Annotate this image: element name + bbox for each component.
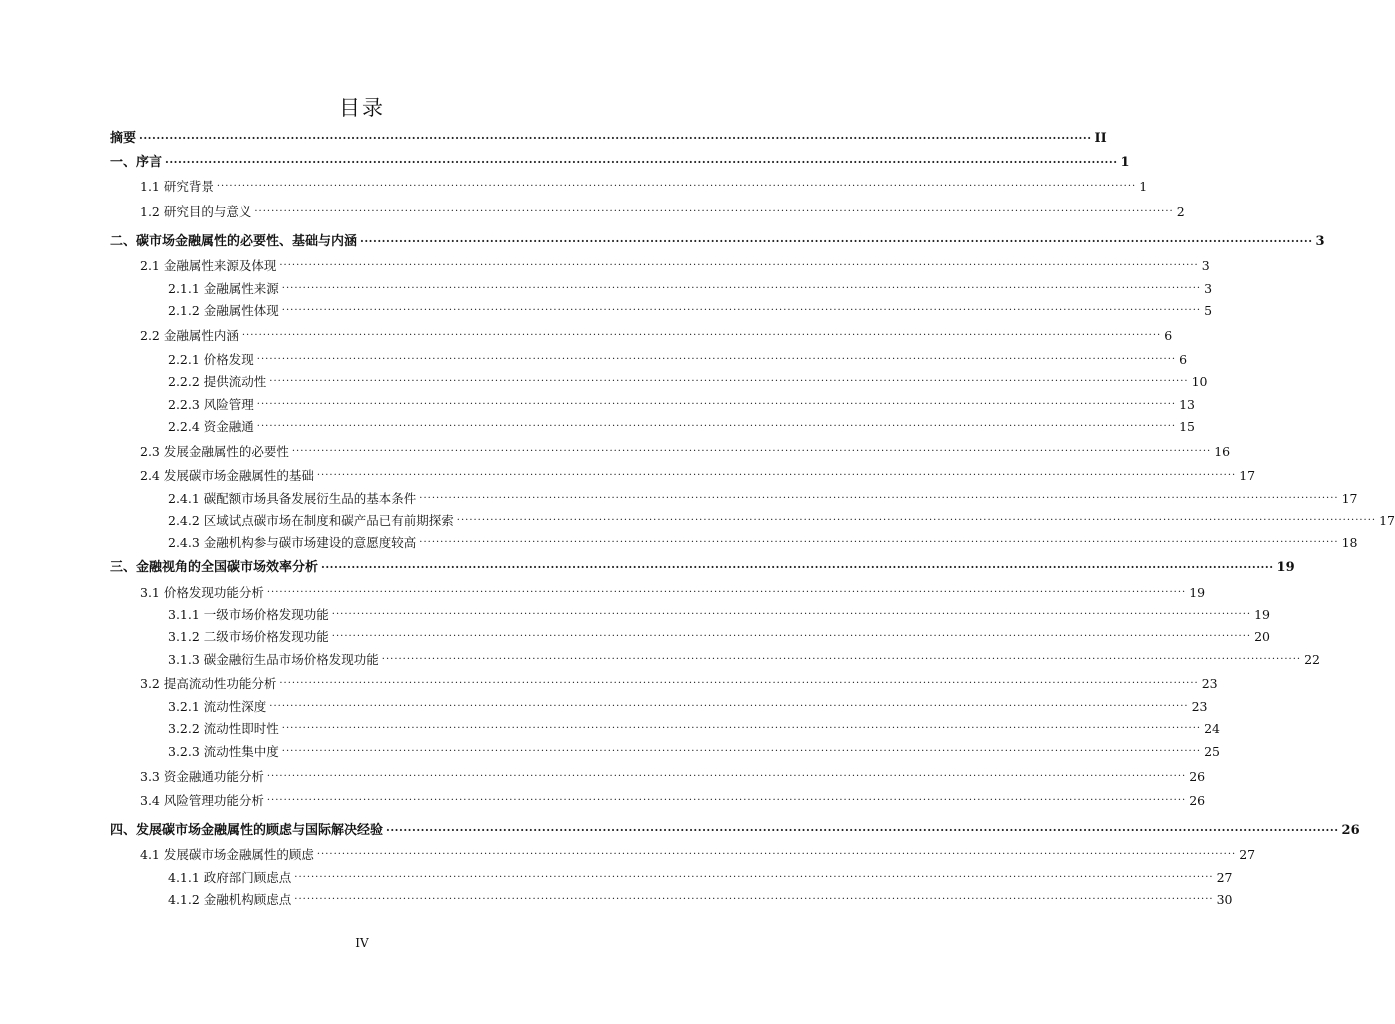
toc-entry[interactable]: [110, 768, 1206, 786]
toc-entry-page: 5: [1204, 303, 1213, 318]
toc-entry-title: 3.2 提高流动性功能分析: [140, 676, 277, 691]
toc-leader-dots: ····························································································································································································································: [269, 701, 1189, 712]
toc-entry[interactable]: [110, 396, 1196, 414]
toc-entry-page: 19: [1189, 585, 1206, 600]
toc-entry-title: 3.1 价格发现功能分析: [140, 585, 264, 600]
toc-entry[interactable]: [110, 822, 1360, 840]
toc-leader-dots: ····························································································································································································································: [256, 421, 1177, 432]
toc-leader-dots: ····························································································································································································································: [281, 723, 1202, 734]
toc-entry-page: 22: [1304, 652, 1321, 667]
toc-leader-dots: ····························································································································································································································: [316, 470, 1237, 481]
toc-leader-dots: ····························································································································································································································: [331, 631, 1252, 642]
toc-entry-page: 30: [1216, 892, 1233, 907]
toc-entry-page: 13: [1179, 397, 1196, 412]
toc-entry[interactable]: [110, 743, 1221, 761]
toc-title: 目录: [339, 96, 385, 120]
toc-entry-page: 3: [1204, 281, 1213, 296]
toc-entry-title: 4.1 发展碳市场金融属性的顾虑: [140, 847, 314, 862]
toc-leader-dots: ····························································································································································································································: [216, 181, 1137, 192]
toc-entry-page: 18: [1341, 535, 1358, 550]
toc-entry-title: 2.4.1 碳配额市场具备发展衍生品的基本条件: [168, 491, 417, 506]
toc-entry-title: 3.1.3 碳金融衍生品市场价格发现功能: [168, 652, 379, 667]
toc-entry-title: 2.2.1 价格发现: [168, 352, 254, 367]
toc-entry[interactable]: [110, 467, 1256, 485]
toc-leader-dots: ····························································································································································································································: [294, 872, 1214, 883]
toc-entry-page: 26: [1189, 793, 1206, 808]
toc-leader-dots: ····························································································································································································································: [360, 235, 1313, 248]
toc-leader-dots: ····························································································································································································································: [386, 824, 1339, 837]
toc-entry-page: 3: [1315, 234, 1325, 249]
toc-entry-page: 27: [1239, 847, 1256, 862]
toc-entry[interactable]: [110, 490, 1358, 508]
toc-entry-page: 26: [1189, 769, 1206, 784]
toc-entry[interactable]: [110, 698, 1208, 716]
toc-leader-dots: ····························································································································································································································: [281, 283, 1202, 294]
toc-entry-title: 2.4.2 区域试点碳市场在制度和碳产品已有前期探索: [168, 513, 454, 528]
toc-entry-title: 2.1.1 金融属性来源: [168, 281, 279, 296]
toc-entry[interactable]: [110, 203, 1185, 221]
toc-entry-title: 4.1.1 政府部门顾虑点: [168, 870, 292, 885]
toc-leader-dots: ····························································································································································································································: [456, 515, 1377, 526]
toc-entry-title: 3.1.2 二级市场价格发现功能: [168, 629, 329, 644]
toc-entry-title: 2.4.3 金融机构参与碳市场建设的意愿度较高: [168, 535, 417, 550]
toc-entry[interactable]: [110, 373, 1208, 391]
toc-entry-title: 二、碳市场金融属性的必要性、基础与内涵: [110, 234, 358, 249]
toc-entry[interactable]: [110, 792, 1206, 810]
toc-entry[interactable]: [110, 302, 1213, 320]
toc-entry[interactable]: [110, 846, 1256, 864]
toc-entry[interactable]: [110, 675, 1218, 693]
toc-entry-page: 17: [1379, 513, 1395, 528]
toc-entry[interactable]: [110, 720, 1221, 738]
toc-leader-dots: ····························································································································································································································: [256, 399, 1177, 410]
toc-entry-title: 1.2 研究目的与意义: [140, 204, 252, 219]
toc-leader-dots: ····························································································································································································································: [266, 771, 1187, 782]
toc-entry-title: 3.3 资金融通功能分析: [140, 769, 264, 784]
toc-leader-dots: ····························································································································································································································: [316, 849, 1237, 860]
toc-leader-dots: ····························································································································································································································: [269, 376, 1189, 387]
toc-entry[interactable]: [110, 534, 1358, 552]
toc-entry-title: 摘要: [110, 131, 137, 146]
toc-leader-dots: ····························································································································································································································: [419, 493, 1339, 504]
toc-entry-title: 2.1 金融属性来源及体现: [140, 258, 277, 273]
toc-entry-page: 17: [1239, 468, 1256, 483]
toc-leader-dots: ····························································································································································································································: [139, 132, 1092, 145]
toc-leader-dots: ····························································································································································································································: [254, 206, 1174, 217]
toc-entry[interactable]: [110, 280, 1213, 298]
toc-entry-title: 三、金融视角的全国碳市场效率分析: [110, 560, 319, 575]
toc-leader-dots: ····························································································································································································································: [381, 654, 1302, 665]
toc-entry[interactable]: [110, 351, 1188, 369]
toc-entry-page: II: [1094, 131, 1107, 146]
page-number: IV: [355, 936, 369, 950]
toc-entry-title: 2.2.4 资金融通: [168, 419, 254, 434]
toc-leader-dots: ····························································································································································································································: [165, 156, 1118, 169]
toc-entry[interactable]: [110, 443, 1231, 461]
toc-entry-title: 3.2.3 流动性集中度: [168, 744, 279, 759]
toc-entry-title: 2.1.2 金融属性体现: [168, 303, 279, 318]
toc-entry-title: 3.1.1 一级市场价格发现功能: [168, 607, 329, 622]
toc-leader-dots: ····························································································································································································································: [266, 795, 1187, 806]
toc-leader-dots: ····························································································································································································································: [256, 354, 1177, 365]
toc-entry-title: 3.2.1 流动性深度: [168, 699, 267, 714]
toc-leader-dots: ····························································································································································································································: [321, 561, 1274, 574]
toc-entry[interactable]: [110, 130, 1107, 148]
toc-entry-page: 17: [1341, 491, 1358, 506]
toc-entry-title: 1.1 研究背景: [140, 179, 214, 194]
toc-leader-dots: ····························································································································································································································: [331, 609, 1252, 620]
toc-entry-page: 19: [1276, 560, 1295, 575]
toc-leader-dots: ····························································································································································································································: [279, 260, 1199, 271]
toc-entry[interactable]: [110, 891, 1233, 909]
toc-entry[interactable]: [110, 584, 1206, 602]
toc-entry[interactable]: [110, 418, 1196, 436]
toc-entry-page: 2: [1176, 204, 1185, 219]
toc-entry-title: 3.2.2 流动性即时性: [168, 721, 279, 736]
toc-entry-title: 2.2.3 风险管理: [168, 397, 254, 412]
toc-entry[interactable]: [110, 651, 1321, 669]
toc-entry-page: 24: [1204, 721, 1221, 736]
toc-leader-dots: ····························································································································································································································: [266, 587, 1187, 598]
toc-entry-title: 2.2.2 提供流动性: [168, 374, 267, 389]
toc-entry-title: 2.3 发展金融属性的必要性: [140, 444, 289, 459]
toc-entry[interactable]: [110, 559, 1295, 577]
toc-entry-page: 25: [1204, 744, 1221, 759]
toc-entry-page: 23: [1201, 676, 1218, 691]
toc-leader-dots: ····························································································································································································································: [291, 446, 1212, 457]
toc-entry-page: 1: [1139, 179, 1148, 194]
toc-entry-page: 26: [1341, 823, 1360, 838]
toc-entry-title: 3.4 风险管理功能分析: [140, 793, 264, 808]
toc-entry-page: 16: [1214, 444, 1231, 459]
toc-entry-page: 23: [1191, 699, 1208, 714]
toc-leader-dots: ····························································································································································································································: [281, 746, 1202, 757]
toc-entry-page: 3: [1201, 258, 1210, 273]
toc-entry[interactable]: [110, 512, 1395, 530]
toc-entry-page: 6: [1179, 352, 1188, 367]
toc-entry[interactable]: [110, 154, 1130, 172]
toc-leader-dots: ····························································································································································································································: [279, 678, 1199, 689]
toc-leader-dots: ····························································································································································································································: [419, 537, 1339, 548]
toc-entry-title: 4.1.2 金融机构顾虑点: [168, 892, 292, 907]
toc-entry-title: 四、发展碳市场金融属性的顾虑与国际解决经验: [110, 823, 384, 838]
toc-entry-page: 20: [1254, 629, 1271, 644]
toc-leader-dots: ····························································································································································································································: [294, 894, 1214, 905]
toc-entry[interactable]: [110, 233, 1325, 251]
toc-entry[interactable]: [110, 327, 1173, 345]
toc-entry[interactable]: [110, 869, 1233, 887]
toc-leader-dots: ····························································································································································································································: [281, 305, 1202, 316]
toc-entry[interactable]: [110, 178, 1148, 196]
toc-entry-title: 2.2 金融属性内涵: [140, 328, 239, 343]
toc-entry-title: 一、序言: [110, 155, 163, 170]
toc-entry-page: 10: [1191, 374, 1208, 389]
toc-entry-page: 19: [1254, 607, 1271, 622]
toc-entry-page: 15: [1179, 419, 1196, 434]
toc-entry-page: 6: [1164, 328, 1173, 343]
toc-entry-page: 27: [1216, 870, 1233, 885]
toc-entry-page: 1: [1120, 155, 1130, 170]
toc-entry[interactable]: [110, 257, 1210, 275]
toc-entry[interactable]: [110, 606, 1271, 624]
toc-leader-dots: ····························································································································································································································: [241, 330, 1162, 341]
toc-entry[interactable]: [110, 628, 1271, 646]
toc-entry-title: 2.4 发展碳市场金融属性的基础: [140, 468, 314, 483]
